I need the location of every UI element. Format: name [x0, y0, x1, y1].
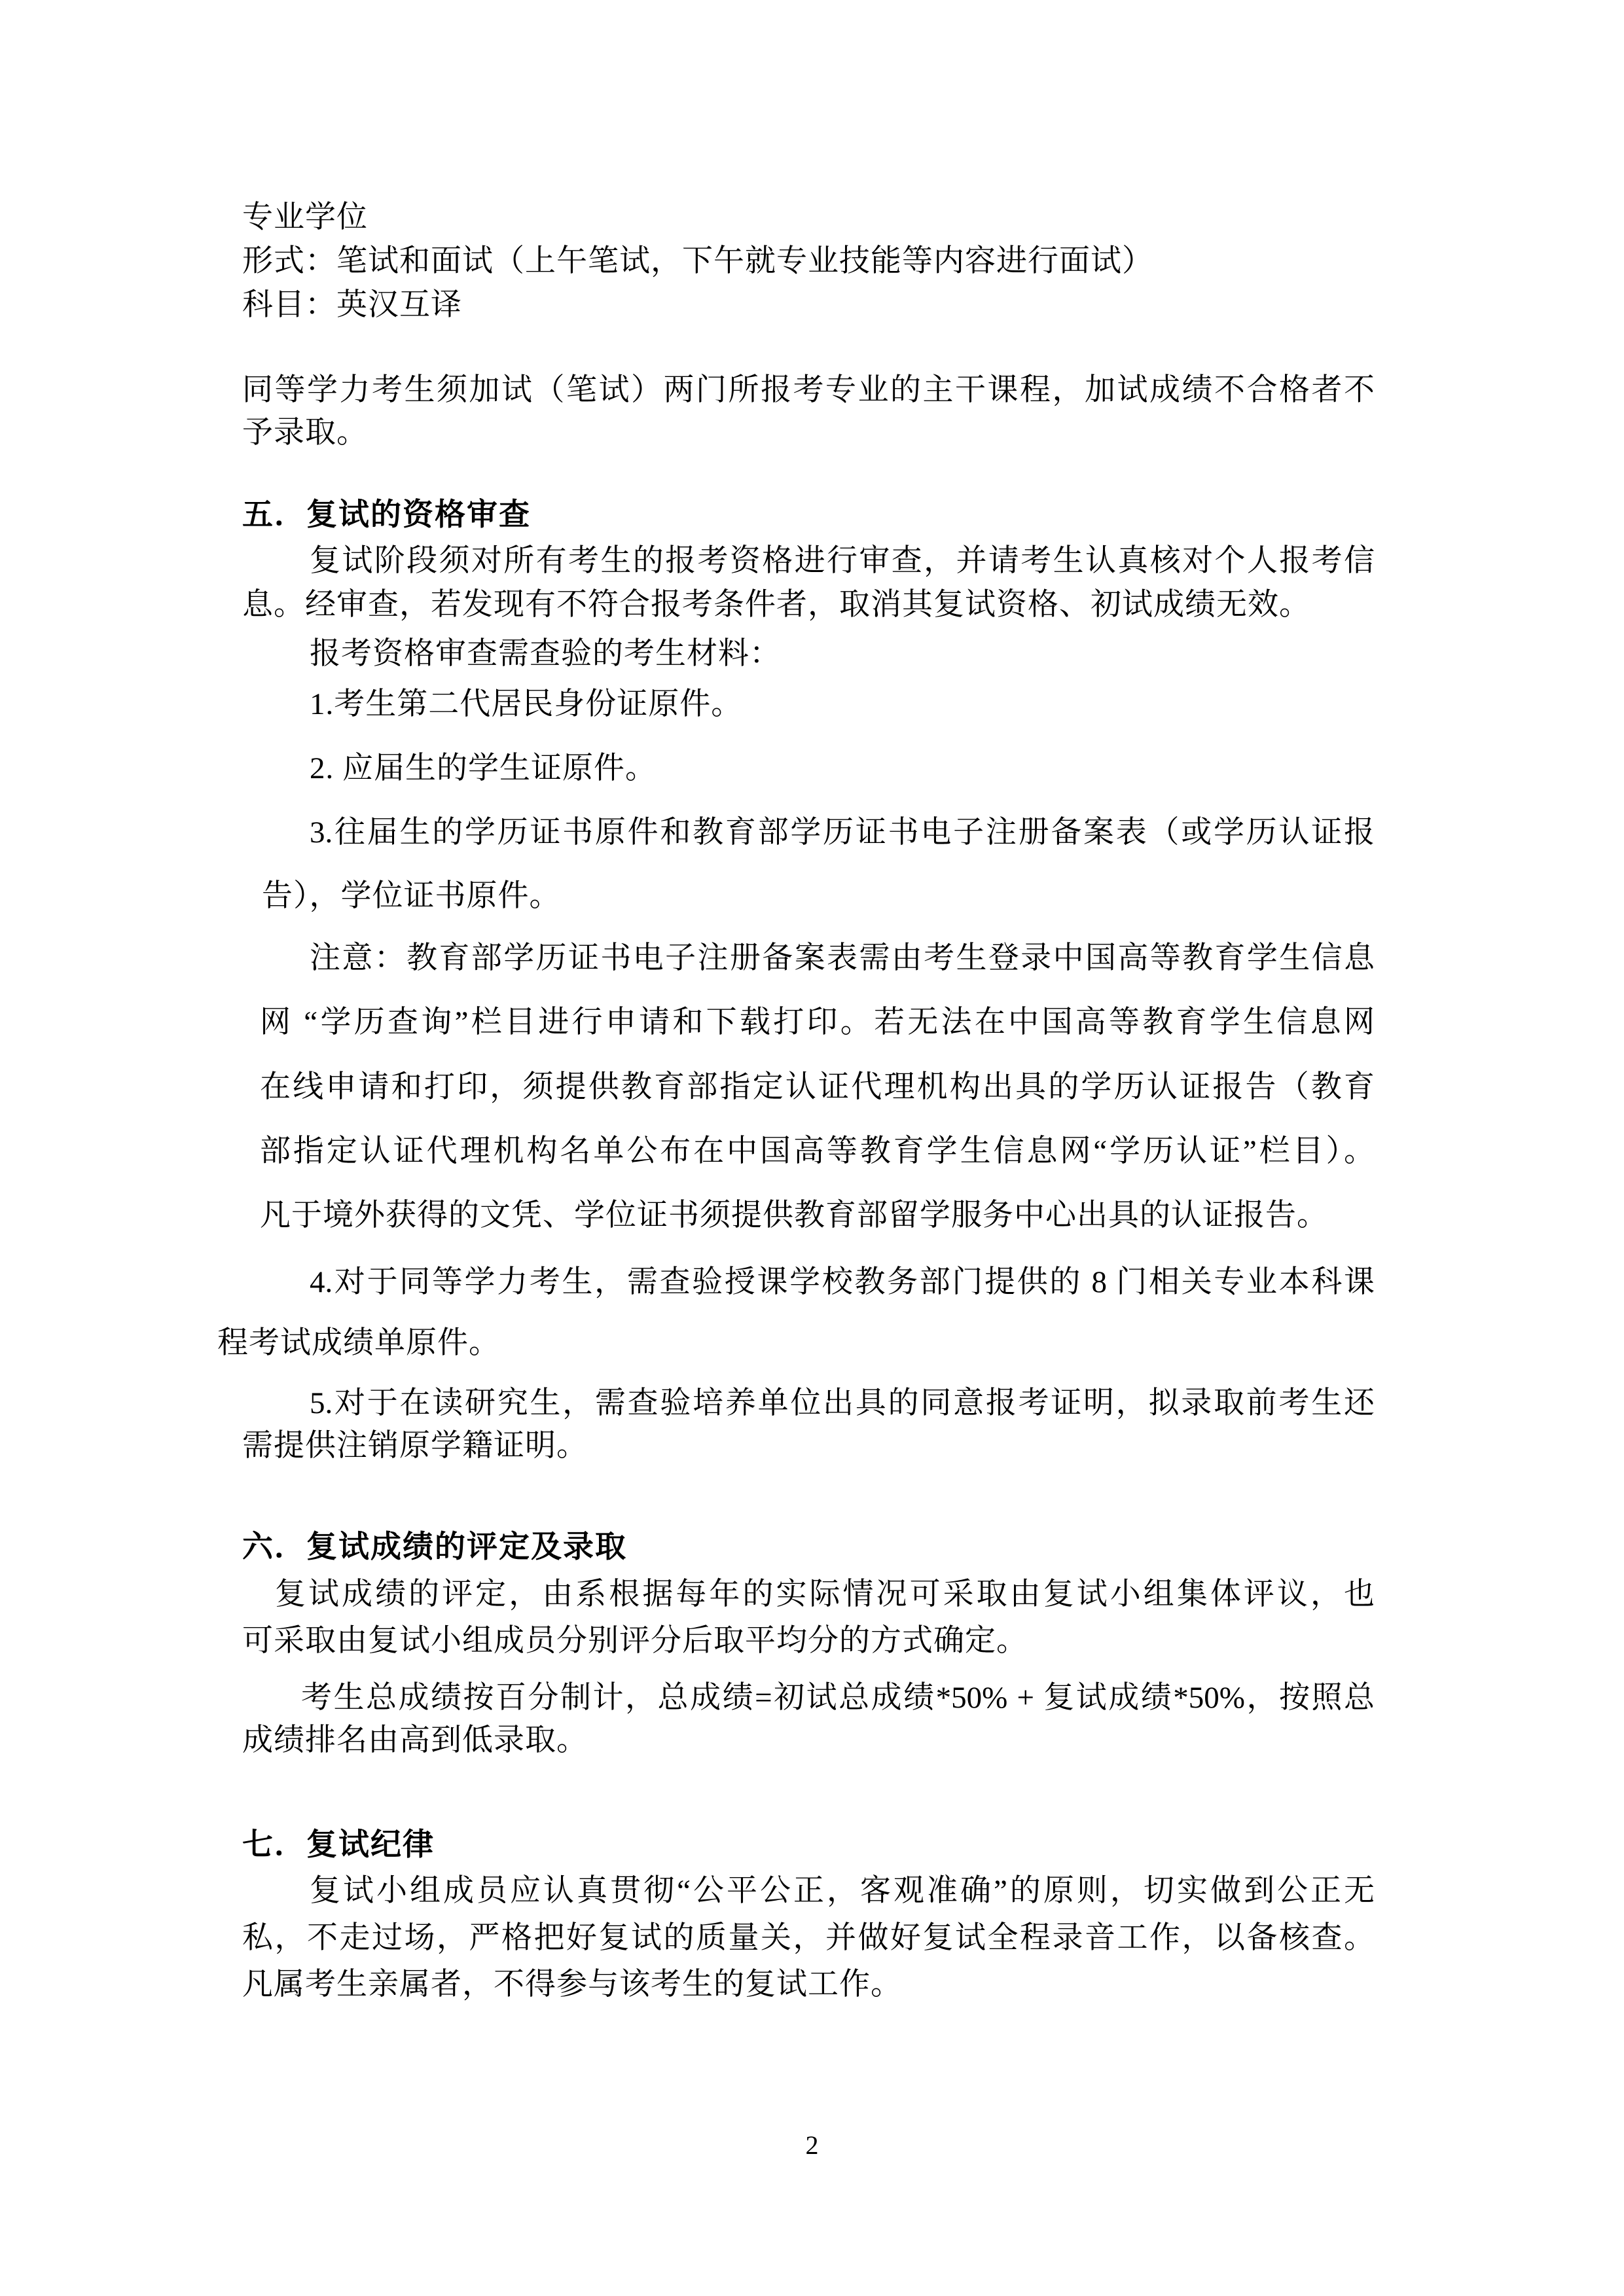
- materials-intro-line: 报考资格审查需查验的考生材料：: [310, 637, 781, 671]
- notice-para-line-5: 凡于境外获得的文凭、学位证书须提供教育部留学服务中心出具的认证报告。: [260, 1198, 1328, 1232]
- page-number: 2: [805, 2130, 819, 2160]
- section-7-para-line-2: 私，不走过场，严格把好复试的质量关，并做好复试全程录音工作，以备核查。: [242, 1921, 1375, 1955]
- material-item-5-line-1: 5.对于在读研究生，需查验培养单位出具的同意报考证明，拟录取前考生还: [310, 1386, 1375, 1420]
- section-5-para-line-1: 复试阶段须对所有考生的报考资格进行审查，并请考生认真核对个人报考信: [310, 544, 1375, 578]
- section-6-para-1-line-2: 可采取由复试小组成员分别评分后取平均分的方式确定。: [242, 1624, 1028, 1658]
- section-5-heading: 五．复试的资格审查: [242, 498, 531, 532]
- material-item-3-line-2: 告），学位证书原件。: [262, 879, 561, 913]
- section-6-para-1-line-1: 复试成绩的评定，由系根据每年的实际情况可采取由复试小组集体评议，也: [275, 1577, 1375, 1611]
- equivalent-edu-note-line-2: 予录取。: [242, 416, 368, 450]
- material-item-2-line: 2. 应届生的学生证原件。: [310, 751, 657, 785]
- section-6-para-2-line-1: 考生总成绩按百分制计，总成绩=初试总成绩*50% + 复试成绩*50%，按照总: [301, 1681, 1375, 1715]
- material-item-4-line-1: 4.对于同等学力考生，需查验授课学校教务部门提供的 8 门相关专业本科课: [310, 1265, 1375, 1299]
- material-item-4-line-2: 程考试成绩单原件。: [217, 1326, 500, 1360]
- notice-para-line-1: 注意：教育部学历证书电子注册备案表需由考生登录中国高等教育学生信息: [310, 941, 1375, 975]
- section-7-para-line-3: 凡属考生亲属者，不得参与该考生的复试工作。: [242, 1967, 902, 2001]
- section-6-heading: 六．复试成绩的评定及录取: [242, 1530, 627, 1564]
- degree-type-line: 专业学位: [242, 200, 368, 234]
- equivalent-edu-note-line-1: 同等学力考生须加试（笔试）两门所报考专业的主干课程，加试成绩不合格者不: [242, 373, 1375, 407]
- notice-para-line-4: 部指定认证代理机构名单公布在中国高等教育学生信息网“学历认证”栏目）。: [260, 1134, 1375, 1168]
- material-item-1-line: 1.考生第二代居民身份证原件。: [310, 687, 743, 721]
- exam-subject-line: 科目：英汉互译: [242, 288, 462, 322]
- notice-para-line-2: 网 “学历查询”栏目进行申请和下载打印。若无法在中国高等教育学生信息网: [260, 1005, 1375, 1039]
- section-5-para-line-2: 息。经审查，若发现有不符合报考条件者，取消其复试资格、初试成绩无效。: [242, 588, 1310, 622]
- material-item-3-line-1: 3.往届生的学历证书原件和教育部学历证书电子注册备案表（或学历认证报: [310, 816, 1375, 850]
- section-7-para-line-1: 复试小组成员应认真贯彻“公平公正，客观准确”的原则，切实做到公正无: [310, 1874, 1375, 1908]
- section-6-para-2-line-2: 成绩排名由高到低录取。: [242, 1723, 588, 1757]
- notice-para-line-3: 在线申请和打印，须提供教育部指定认证代理机构出具的学历认证报告（教育: [260, 1070, 1375, 1104]
- exam-format-line: 形式：笔试和面试（上午笔试，下午就专业技能等内容进行面试）: [242, 244, 1153, 278]
- material-item-5-line-2: 需提供注销原学籍证明。: [242, 1429, 588, 1463]
- section-7-heading: 七．复试纪律: [242, 1828, 435, 1862]
